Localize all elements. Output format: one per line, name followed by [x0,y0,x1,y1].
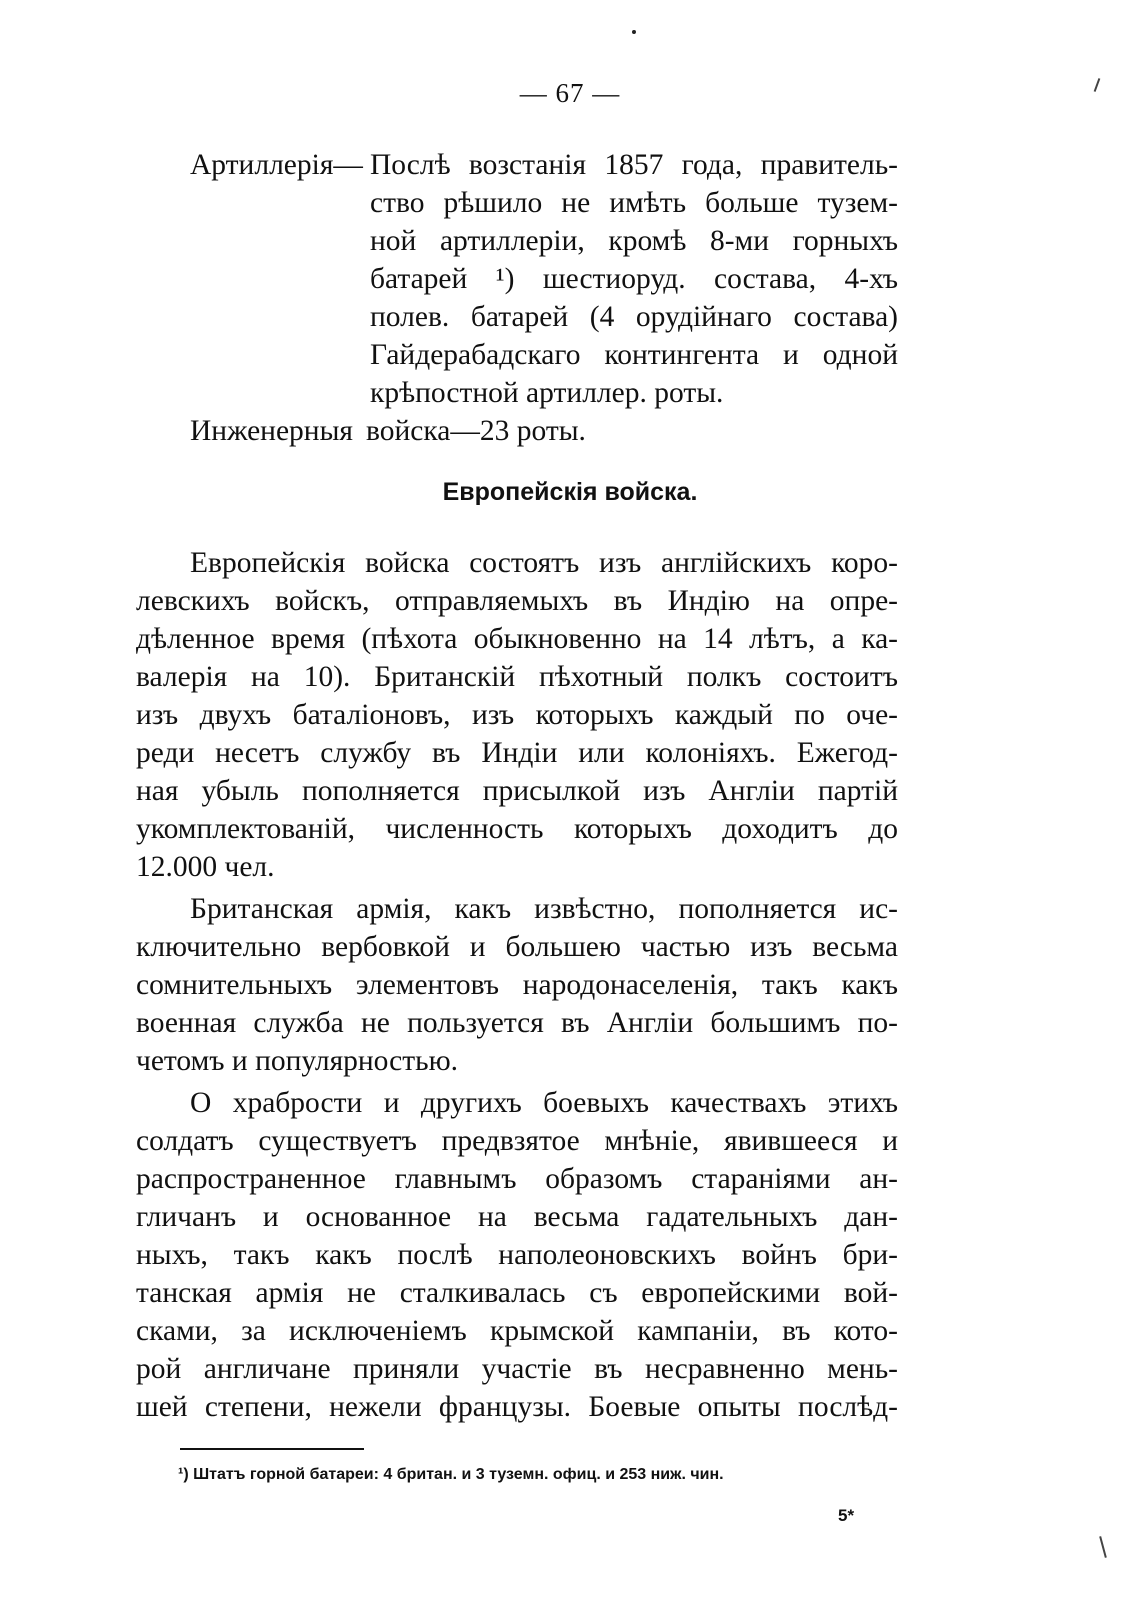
paragraph-line: ныхъ, такъ какъ послѣ наполеоновскихъ войнъ бри- [136,1239,898,1271]
signature-mark: 5* [838,1506,855,1525]
artillery-line: полев. батарей (4 орудійнаго состава) [370,301,898,333]
artillery-line: ство рѣшило не имѣть больше тузем- [370,187,898,219]
footnote: ¹) Штатъ горной батареи: 4 британ. и 3 туземн. офиц. и 253 ниж. чин. [178,1466,724,1483]
paragraph-line: танская армія не сталкивалась съ европейскими вой- [136,1277,898,1309]
paragraph-line: О храбрости и другихъ боевыхъ качествахъ этихъ [190,1087,898,1119]
artillery-line: Гайдерабадскаго контингента и одной [370,339,898,371]
engineers-label: Инженерныя [190,415,353,447]
artillery-line: крѣпостной артиллер. роты. [370,377,724,409]
paragraph-line: ная убыль пополняется присылкой изъ Англіи партій [136,775,898,807]
artillery-label: Артиллерія— [190,149,363,181]
paragraph-line: ключительно вербовкой и большею частью изъ весьма [136,931,898,963]
speck-mark [632,30,636,34]
paragraph-line: изъ двухъ баталіоновъ, изъ которыхъ каждый по оче- [136,699,898,731]
paragraph-line: гличанъ и основанное на весьма гадательныхъ дан- [136,1201,898,1233]
artillery-line: Послѣ возстанія 1857 года, правитель- [370,149,898,181]
paragraph-line: дѣленное время (пѣхота обыкновенно на 14 лѣтъ, а ка- [136,623,898,655]
paragraph-line: реди несетъ службу въ Индіи или колоніяхъ. Ежегод- [136,737,898,769]
paragraph-line: сомнительныхъ элементовъ народонаселенія, такъ какъ [136,969,898,1001]
artillery-line: батарей ¹) шестиоруд. состава, 4-хъ [370,263,898,295]
artillery-line: ной артиллеріи, кромѣ 8-ми горныхъ [370,225,898,257]
page-number: — 67 — [519,78,621,108]
footnote-rule [180,1448,364,1450]
paragraph-line: Британская армія, какъ извѣстно, пополняется ис- [190,893,898,925]
engineers-text: войска—23 роты. [366,415,586,447]
paragraph-line: солдатъ существуетъ предвзятое мнѣніе, явившееся и [136,1125,898,1157]
speck-mark [1099,1536,1107,1558]
paragraph-line: распространенное главнымъ образомъ стараніями ан- [136,1163,898,1195]
paragraph-line: военная служба не пользуется въ Англіи большимъ по- [136,1007,898,1039]
paragraph-line: левскихъ войскъ, отправляемыхъ въ Индію на опре- [136,585,898,617]
paragraph-line: четомъ и популярностью. [136,1045,459,1077]
paragraph-line: рой англичане приняли участіе въ несравненно мень- [136,1353,898,1385]
paragraph-line: сками, за исключеніемъ крымской кампаніи, въ кото- [136,1315,898,1347]
paragraph-line: шей степени, нежели французы. Боевые опыты послѣд- [136,1391,898,1423]
paragraph-line: валерія на 10). Британскій пѣхотный полкъ состоитъ [136,661,898,693]
paragraph-line: Европейскія войска состоятъ изъ англійскихъ коро- [190,547,898,579]
section-heading: Европейскія войска. [442,478,698,506]
paragraph-line: укомплектованій, численность которыхъ доходитъ до [136,813,898,845]
paragraph-line: 12.000 чел. [136,851,275,883]
